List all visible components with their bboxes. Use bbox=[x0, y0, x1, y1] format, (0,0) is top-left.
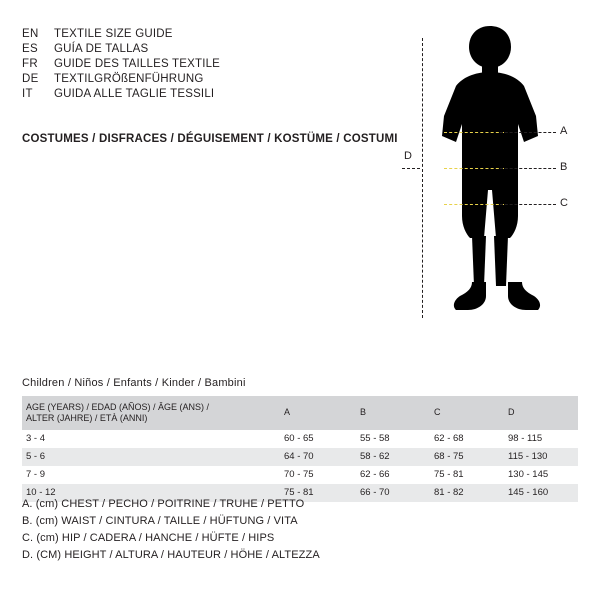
center-axis-dashed-line bbox=[422, 38, 423, 318]
cell-age: 5 - 6 bbox=[22, 448, 280, 466]
cell-a: 75 - 81 bbox=[280, 484, 356, 502]
label-b: B bbox=[560, 161, 568, 173]
legend-item-d: D. (CM) HEIGHT / ALTURA / HAUTEUR / HÖHE / ALTEZZA bbox=[22, 549, 320, 561]
language-text: TEXTILGRÖßENFÜHRUNG bbox=[54, 73, 204, 85]
language-code: DE bbox=[22, 73, 39, 85]
language-code: ES bbox=[22, 43, 38, 55]
label-d: D bbox=[404, 150, 412, 162]
column-header-age-line1: AGE (YEARS) / EDAD (AÑOS) / ÂGE (ANS) / bbox=[26, 401, 210, 412]
language-code: IT bbox=[22, 88, 33, 100]
cell-a: 64 - 70 bbox=[280, 448, 356, 466]
child-silhouette-icon bbox=[430, 20, 550, 330]
waist-inner-dash bbox=[444, 168, 504, 169]
language-row bbox=[22, 43, 362, 55]
cell-age: 3 - 4 bbox=[22, 430, 280, 448]
column-header-b: B bbox=[356, 396, 430, 430]
cell-b: 58 - 62 bbox=[356, 448, 430, 466]
cell-d: 145 - 160 bbox=[504, 484, 578, 502]
legend-item-c: C. (cm) HIP / CADERA / HANCHE / HÜFTE / HIPS bbox=[22, 532, 275, 544]
language-text: GUIDA ALLE TAGLIE TESSILI bbox=[54, 88, 215, 100]
language-row bbox=[22, 58, 362, 70]
legend-item-a: A. (cm) CHEST / PECHO / POITRINE / TRUHE / PETTO bbox=[22, 498, 305, 510]
table-row bbox=[22, 448, 578, 466]
cell-c: 68 - 75 bbox=[430, 448, 504, 466]
hip-inner-dash bbox=[444, 204, 504, 205]
column-header-a: A bbox=[280, 396, 356, 430]
waist-callout-line bbox=[500, 168, 556, 169]
language-row bbox=[22, 28, 362, 40]
cell-d: 98 - 115 bbox=[504, 430, 578, 448]
cell-c: 62 - 68 bbox=[430, 430, 504, 448]
figure-diagram bbox=[400, 20, 590, 350]
cell-a: 70 - 75 bbox=[280, 466, 356, 484]
cell-d: 130 - 145 bbox=[504, 466, 578, 484]
language-text: TEXTILE SIZE GUIDE bbox=[54, 28, 173, 40]
table-header bbox=[22, 396, 578, 430]
cell-b: 55 - 58 bbox=[356, 430, 430, 448]
language-text: GUÍA DE TALLAS bbox=[54, 43, 149, 55]
chest-inner-dash bbox=[444, 132, 504, 133]
cell-b: 62 - 66 bbox=[356, 466, 430, 484]
size-table bbox=[22, 396, 578, 502]
measurement-legend bbox=[22, 498, 582, 566]
cell-d: 115 - 130 bbox=[504, 448, 578, 466]
language-code: EN bbox=[22, 28, 39, 40]
column-header-age bbox=[22, 396, 280, 430]
cell-age: 10 - 12 bbox=[22, 484, 280, 502]
cell-a: 60 - 65 bbox=[280, 430, 356, 448]
cell-c: 75 - 81 bbox=[430, 466, 504, 484]
table-header-row bbox=[22, 396, 578, 430]
costumes-heading: COSTUMES / DISFRACES / DÉGUISEMENT / KOSTÜME / COSTUMI bbox=[22, 133, 398, 145]
legend-item-b: B. (cm) WAIST / CINTURA / TAILLE / HÜFTUNG / VITA bbox=[22, 515, 298, 527]
table-body bbox=[22, 430, 578, 502]
label-a: A bbox=[560, 125, 568, 137]
table-row bbox=[22, 466, 578, 484]
cell-c: 81 - 82 bbox=[430, 484, 504, 502]
column-header-age-line2: ALTER (JAHRE) / ETÀ (ANNI) bbox=[26, 413, 148, 423]
hip-callout-line bbox=[500, 204, 556, 205]
chest-callout-line bbox=[500, 132, 556, 133]
column-header-c: C bbox=[430, 396, 504, 430]
label-c: C bbox=[560, 197, 568, 209]
language-list bbox=[22, 28, 362, 103]
cell-age: 7 - 9 bbox=[22, 466, 280, 484]
table-caption: Children / Niños / Enfants / Kinder / Bambini bbox=[22, 377, 246, 389]
language-code: FR bbox=[22, 58, 38, 70]
language-row bbox=[22, 73, 362, 85]
column-header-d: D bbox=[504, 396, 578, 430]
table-row bbox=[22, 430, 578, 448]
language-row bbox=[22, 88, 362, 100]
language-text: GUIDE DES TAILLES TEXTILE bbox=[54, 58, 221, 70]
cell-b: 66 - 70 bbox=[356, 484, 430, 502]
height-callout-line bbox=[402, 168, 420, 169]
